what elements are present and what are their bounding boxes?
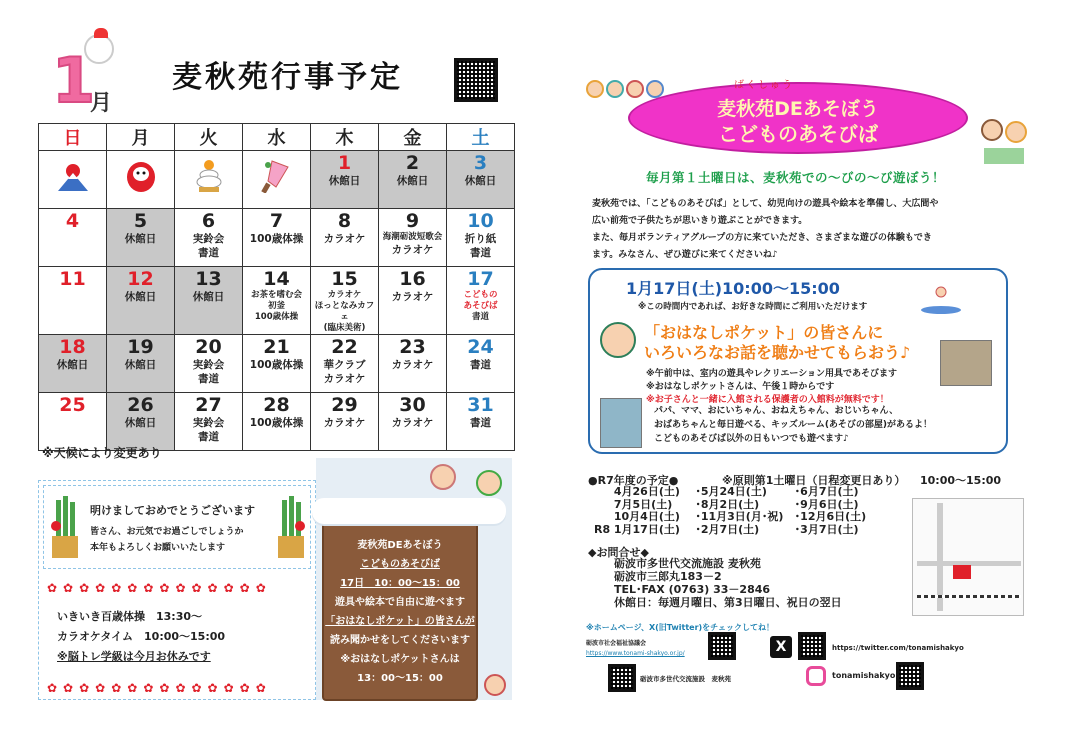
schedule-date: ･2月7日(土): [695, 522, 760, 536]
free-entry-note: ※お子さんと一緒に入館される保護者の入館料が無料です！: [646, 395, 889, 405]
calendar-day-cell: [311, 151, 379, 209]
qr-code-icon[interactable]: [896, 662, 924, 690]
banner-ruby: ばくしゅう: [734, 80, 794, 91]
day-event: カラオケ: [327, 290, 362, 300]
intro-text: [592, 196, 1022, 264]
calendar-day-cell: [107, 335, 175, 393]
qr-code-icon[interactable]: [798, 632, 826, 660]
qr-code-icon[interactable]: [608, 664, 636, 692]
schedule-date: 4月26日(土): [613, 485, 680, 498]
homepage-note: ※ホームページ、X(旧Twitter)をチェックしてね！: [586, 623, 774, 632]
activity-line: カラオケタイム 10:00～15:00: [57, 630, 226, 643]
website-link[interactable]: https://www.tonami-shakyo.or.jp/: [586, 650, 685, 657]
day-event: カラオケ: [391, 359, 434, 371]
day-event: 初釜: [267, 301, 285, 311]
calendar-day-cell: [243, 151, 311, 209]
calendar-day-cell: [311, 209, 379, 267]
qr-code-icon[interactable]: [708, 632, 736, 660]
event-subnote: ※この時間内であれば、お好きな時間にご利用いただけます: [638, 302, 868, 312]
schedule-list: [594, 486, 894, 536]
calendar-day-cell: [39, 209, 107, 267]
plum-decoration: ✿✿✿✿✿✿✿✿✿✿✿✿✿✿: [47, 581, 272, 595]
calendar-day-cell: [243, 393, 311, 451]
reading-children-icon: [976, 118, 1032, 168]
calendar-day-cell: [243, 267, 311, 335]
activity-line: いきいき百歳体操 13:30～: [57, 610, 203, 623]
contact-line: 砺波市多世代交流施設 麦秋苑: [614, 557, 761, 570]
calendar-day-cell: [107, 151, 175, 209]
day-event: ほっとなみカフェ: [314, 301, 375, 322]
day-event: 休館日: [124, 417, 157, 429]
intro-line: ます。みなさん、ぜひ遊びに来てくださいね♪: [592, 250, 778, 260]
day-number: 11: [59, 268, 86, 290]
child-illustration-icon: [484, 674, 506, 696]
storyteller-icon: [600, 322, 636, 358]
day-event: 書道: [198, 431, 219, 443]
event-headline: 「おはなしポケット」の皆さんに: [644, 323, 884, 342]
day-number: 28: [263, 394, 290, 416]
twitter-link[interactable]: https://twitter.com/tonamishakyo: [832, 644, 964, 652]
day-number: 21: [263, 336, 290, 358]
sign-title: 麦秋苑DEあそぼう: [357, 540, 443, 551]
child-illustration-icon: [430, 464, 456, 490]
day-number: 23: [399, 336, 426, 358]
day-number: 2: [405, 152, 420, 174]
day-event: カラオケ: [323, 233, 366, 245]
weekday-wed: 水: [243, 124, 311, 151]
day-event: カラオケ: [391, 244, 434, 256]
calendar-day-cell: [311, 393, 379, 451]
calendar-week-row: [39, 267, 515, 335]
day-event: 休館日: [124, 359, 157, 371]
day-number: 30: [399, 394, 426, 416]
day-number: 10: [467, 210, 494, 232]
calendar-day-cell: [175, 393, 243, 451]
day-event: 休館日: [328, 175, 361, 187]
day-number: 14: [263, 268, 290, 290]
schedule-date: 10月4日(土): [613, 510, 680, 523]
schedule-heading: ●R7年度の予定●: [588, 474, 679, 487]
schedule-date: 1月17日(土): [613, 522, 680, 536]
sign-line: 読み聞かせをしてくださいます: [330, 635, 470, 646]
calendar-day-cell: [379, 209, 447, 267]
kids-room-photo: [600, 398, 642, 448]
calendar-day-cell: [39, 151, 107, 209]
day-number: 17: [467, 268, 494, 290]
calendar-day-cell: [447, 267, 515, 335]
schedule-row: [594, 486, 894, 499]
room-photo: [940, 340, 992, 386]
x-logo-icon[interactable]: X: [770, 636, 792, 658]
schedule-prefix: [594, 499, 614, 512]
kadomatsu-icon: [48, 496, 82, 560]
day-event: カラオケ: [391, 417, 434, 429]
day-event: 100歳体操: [249, 417, 304, 429]
sign-text: [324, 536, 476, 688]
schedule-prefix: [594, 486, 614, 499]
day-number: 25: [59, 394, 86, 416]
brain-training-note: ※脳トレ学級は今月お休みです: [57, 650, 211, 663]
sign-subtitle: こどものあそびば: [360, 559, 440, 570]
day-event: 100歳体操: [254, 312, 299, 322]
sign-line: 「おはなしポケット」の皆さんが: [325, 616, 475, 627]
day-event: 書道: [198, 373, 219, 385]
calendar-day-cell: [175, 267, 243, 335]
schedule-hours: 10:00～15:00: [920, 474, 1002, 487]
fuji-sunrise-icon: [56, 178, 90, 197]
map-pin-icon: [953, 565, 971, 579]
calendar-day-cell: [379, 151, 447, 209]
day-number: 19: [127, 336, 154, 358]
calendar-day-cell: [447, 335, 515, 393]
day-event: 休館日: [124, 291, 157, 303]
day-event: 書道: [471, 312, 489, 322]
calendar-day-cell: [311, 267, 379, 335]
day-event: (臨床美術): [323, 323, 366, 333]
banner-title: 麦秋苑DEあそぼう: [717, 98, 879, 120]
organization-name: 砺波市社会福祉協議会: [586, 640, 647, 647]
access-map: [912, 498, 1024, 616]
calendar-day-cell: [379, 393, 447, 451]
day-number: 8: [337, 210, 352, 232]
schedule-date: ･9月6日(土): [794, 497, 859, 511]
schedule-row: [594, 524, 894, 537]
day-event: 実鈴会: [192, 417, 225, 429]
day-event: 100歳体操: [249, 233, 304, 245]
event-date: 1月17日(土)10:00～15:00: [626, 279, 840, 298]
day-event: 実鈴会: [192, 359, 225, 371]
intro-line: また、毎月ボランティアグループの方に来ていただき、さまざまな遊びの体験もでき: [592, 233, 932, 243]
event-body-line: パパ、ママ、おにいちゃん、おねえちゃん、おじいちゃん、: [654, 406, 899, 416]
calendar-day-cell: [39, 335, 107, 393]
schedule-date: ･6月7日(土): [794, 485, 859, 498]
day-event: カラオケ: [323, 373, 366, 385]
sign-line: 遊具や絵本で自由に遊べます: [335, 597, 465, 608]
day-event: カラオケ: [323, 417, 366, 429]
day-number: 18: [59, 336, 86, 358]
weekday-fri: 金: [379, 124, 447, 151]
day-number: 6: [201, 210, 216, 232]
day-number: 16: [399, 268, 426, 290]
event-body-line: こどものあそびば以外の日もいつでも遊べます♪: [654, 434, 849, 444]
daruma-icon: [124, 178, 158, 197]
day-event: 休館日: [124, 233, 157, 245]
day-number: 13: [195, 268, 222, 290]
day-event: あそびば: [463, 301, 498, 311]
day-number: 26: [127, 394, 154, 416]
month-number: 1: [52, 44, 96, 117]
schedule-prefix: R8: [594, 522, 611, 536]
schedule-prefix: [594, 511, 614, 524]
day-event: 書道: [198, 247, 219, 259]
calendar-day-cell: [107, 209, 175, 267]
day-number: 4: [65, 210, 80, 232]
day-number: 29: [331, 394, 358, 416]
day-event: 海潮砺波短歌会: [382, 232, 443, 242]
snow-cap: [312, 498, 506, 524]
schedule-date: 7月5日(土): [613, 497, 673, 511]
sign-line: 13：00～15：00: [357, 673, 443, 684]
event-headline: いろいろなお話を聴かせてもらおう♪: [644, 343, 911, 362]
intro-line: 広い前苑で子供たちが思いきり遊ぶことができます。: [592, 216, 808, 226]
day-event: 100歳体操: [249, 359, 304, 371]
day-event: 書道: [470, 359, 491, 371]
weekday-sat: 土: [447, 124, 515, 151]
instagram-handle[interactable]: tonamishakyo: [832, 671, 896, 680]
monthly-headline: 毎月第１土曜日は、麦秋苑での～びの～び遊ぼう！: [646, 170, 946, 185]
calendar-day-cell: [107, 393, 175, 451]
day-number: 5: [133, 210, 148, 232]
calendar-day-cell: [175, 209, 243, 267]
schedule-date: ･8月2日(土): [695, 497, 760, 511]
schedule-date: ･5月24日(土): [695, 485, 767, 498]
day-event: 華クラブ: [323, 359, 366, 371]
greeting-box: [38, 480, 316, 700]
schedule-date: ･3月7日(土): [794, 522, 859, 536]
event-note: ※午前中は、室内の遊具やレクリエーション用具であそびます: [646, 369, 898, 379]
sign-time: 17日 10：00～15：00: [340, 578, 460, 589]
contact-line: 砺波市三郎丸183－2: [614, 570, 722, 583]
day-event: 実鈴会: [192, 233, 225, 245]
calendar-day-cell: [379, 267, 447, 335]
intro-line: 麦秋苑では、「こどものあそびば」として、幼児向けの遊具や絵本を準備し、大広間や: [592, 199, 939, 209]
banner-subtitle: こどものあそびば: [718, 122, 878, 146]
calendar-day-cell: [243, 209, 311, 267]
day-number: 27: [195, 394, 222, 416]
schedule-row: [594, 511, 894, 524]
greeting-title: 明けましておめでとうございます: [90, 504, 255, 517]
weekday-tue: 火: [175, 124, 243, 151]
day-event: 書道: [470, 247, 491, 259]
weekday-header-row: [39, 124, 515, 151]
calendar-day-cell: [107, 267, 175, 335]
event-calendar: [38, 123, 515, 451]
contact-info: [614, 557, 842, 609]
day-number: 3: [473, 152, 488, 174]
calendar-day-cell: [379, 335, 447, 393]
trampoline-child-icon: [916, 286, 966, 316]
child-illustration-icon: [476, 470, 502, 496]
day-number: 12: [127, 268, 154, 290]
weekday-mon: 月: [107, 124, 175, 151]
calendar-day-cell: [243, 335, 311, 393]
day-event: 休館日: [56, 359, 89, 371]
month-badge: [48, 34, 128, 117]
day-event: 休館日: [464, 175, 497, 187]
contact-line: 休館日：毎週月曜日、第3日曜日、祝日の翌日: [614, 596, 842, 609]
plum-decoration: ✿✿✿✿✿✿✿✿✿✿✿✿✿✿: [47, 681, 272, 695]
calendar-week-row: [39, 209, 515, 267]
day-event: こどもの: [463, 290, 498, 300]
day-number: 9: [405, 210, 420, 232]
calendar-day-cell: [447, 151, 515, 209]
calendar-note: ※天候により変更あり: [42, 446, 162, 460]
calendar-week-row: [39, 335, 515, 393]
schedule-date: ･11月3日(月･祝): [695, 510, 784, 523]
qr-code-icon[interactable]: [454, 58, 498, 102]
day-event: 休館日: [192, 291, 225, 303]
day-number: 20: [195, 336, 222, 358]
calendar-day-cell: [447, 209, 515, 267]
event-body-line: おばあちゃんと毎日遊べる、キッズルーム(あそびの部屋)があるよ！: [654, 420, 933, 430]
contact-heading: ◆お問合せ◆: [588, 546, 649, 559]
day-number: 31: [467, 394, 494, 416]
month-suffix: 月: [90, 91, 113, 116]
day-event: 折り紙: [464, 233, 497, 245]
day-number: 1: [337, 152, 352, 174]
day-number: 24: [467, 336, 494, 358]
day-event: 休館日: [396, 175, 429, 187]
contact-phone[interactable]: TEL･FAX (0763) 33－2846: [614, 583, 771, 596]
calendar-day-cell: [175, 151, 243, 209]
weekday-sun: 日: [39, 124, 107, 151]
schedule-rule: ※原則第1土曜日（日程変更日あり）: [722, 474, 906, 487]
facility-name: 砺波市多世代交流施設 麦秋苑: [640, 675, 731, 683]
calendar-week-row: [39, 151, 515, 209]
calendar-day-cell: [447, 393, 515, 451]
day-number: 22: [331, 336, 358, 358]
schedule-date: ･12月6日(土): [794, 510, 867, 523]
instagram-icon[interactable]: [806, 666, 826, 686]
weekday-thu: 木: [311, 124, 379, 151]
event-note: ※おはなしポケットさんは、午後１時からです: [646, 382, 835, 392]
calendar-day-cell: [39, 267, 107, 335]
day-number: 7: [269, 210, 284, 232]
calendar-day-cell: [311, 335, 379, 393]
hagoita-icon: [260, 178, 294, 197]
calendar-week-row: [39, 393, 515, 451]
page-title: 麦秋苑行事予定: [172, 60, 403, 95]
calendar-day-cell: [39, 393, 107, 451]
event-body: [654, 404, 994, 446]
greeting-panel: [43, 485, 311, 569]
day-event: 書道: [470, 417, 491, 429]
greeting-line: 皆さん、お元気でお過ごしでしょうか: [90, 527, 244, 537]
kagami-mochi-icon: [192, 178, 226, 197]
day-event: お茶を嗜む会: [250, 290, 302, 300]
day-number: 15: [331, 268, 358, 290]
greeting-line: 本年もよろしくお願いいたします: [90, 543, 226, 553]
sign-line: ※おはなしポケットさんは: [340, 654, 460, 665]
day-event: カラオケ: [391, 291, 434, 303]
calendar-day-cell: [175, 335, 243, 393]
